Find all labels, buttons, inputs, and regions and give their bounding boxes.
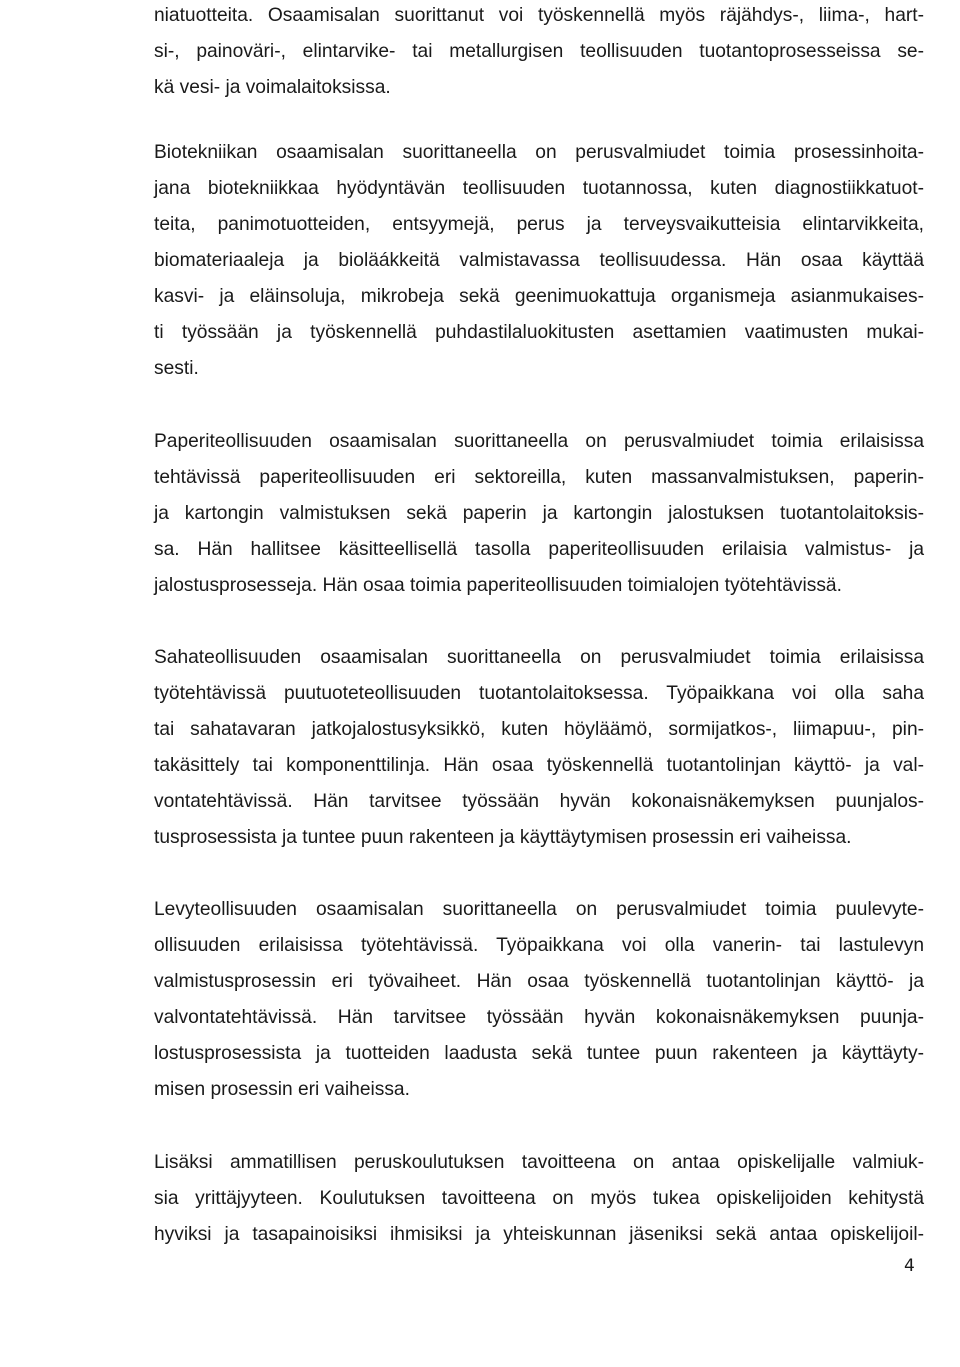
text-line: sia yrittäjyyteen. Koulutuksen tavoitteena on myös tukea opiskelijoiden kehitystä xyxy=(154,1188,924,1209)
text-line: lostusprosessista ja tuotteiden laadusta sekä tuntee puun rakenteen ja käyttäyty- xyxy=(154,1043,924,1064)
paragraph-continuation xyxy=(154,0,924,106)
text-line: tai sahatavaran jatkojalostusyksikkö, kuten höyläämö, sormijatkos-, liimapuu-, pin- xyxy=(154,719,924,740)
text-line: työtehtävissä puutuoteteollisuuden tuotantolaitoksessa. Työpaikkana voi olla saha xyxy=(154,683,924,704)
text-line: valvontatehtävissä. Hän tarvitsee työssään hyvän kokonaisnäkemyksen puunja- xyxy=(154,1007,924,1028)
text-line: teita, panimotuotteiden, entsyymejä, perus ja terveysvaikutteisia elintarvikkeita, xyxy=(154,214,924,235)
paragraph-paperiteollisuus xyxy=(154,424,924,604)
text-line: kasvi- ja eläinsoluja, mikrobeja sekä geenimuokattuja organismeja asianmukaises- xyxy=(154,286,924,307)
text-line: misen prosessin eri vaiheissa. xyxy=(154,1079,410,1100)
text-line: biomateriaaleja ja bioläákkeitä valmistavassa teollisuudessa. Hän osaa käyttää xyxy=(154,250,924,271)
text-line: vontatehtävissä. Hän tarvitsee työssään hyvän kokonaisnäkemyksen puunjalos- xyxy=(154,791,924,812)
text-line: Paperiteollisuuden osaamisalan suorittaneella on perusvalmiudet toimia erilaisissa xyxy=(154,431,924,452)
text-line: hyviksi ja tasapainoisiksi ihmisiksi ja yhteiskunnan jäseniksi sekä antaa opiskelijoil- xyxy=(154,1224,924,1245)
text-line: jana biotekniikkaa hyödyntävän teollisuuden tuotannossa, kuten diagnostiikkatuot- xyxy=(154,178,924,199)
text-line: tusprosessista ja tuntee puun rakenteen ja käyttäytymisen prosessin eri vaiheissa. xyxy=(154,827,852,848)
paragraph-lisaksi xyxy=(154,1145,924,1253)
paragraph-sahateollisuus xyxy=(154,640,924,856)
text-line: sa. Hän hallitsee käsitteellisellä tasolla paperiteollisuuden erilaisia valmistus- ja xyxy=(154,539,924,560)
text-line: Sahateollisuuden osaamisalan suorittaneella on perusvalmiudet toimia erilaisissa xyxy=(154,647,924,668)
text-line: si-, painoväri-, elintarvike- tai metallurgisen teollisuuden tuotantoprosesseissa se- xyxy=(154,41,924,62)
page-number: 4 xyxy=(904,1256,915,1276)
text-line: ollisuuden erilaisissa työtehtävissä. Työpaikkana voi olla vanerin- tai lastulevyn xyxy=(154,935,924,956)
text-line: ti työssään ja työskennellä puhdastilaluokitusten asettamien vaatimusten mukai- xyxy=(154,322,924,343)
text-line: niatuotteita. Osaamisalan suorittanut voi työskennellä myös räjähdys-, liima-, hart- xyxy=(154,5,924,26)
text-line: Lisäksi ammatillisen peruskoulutuksen tavoitteena on antaa opiskelijalle valmiuk- xyxy=(154,1152,924,1173)
text-line: Biotekniikan osaamisalan suorittaneella on perusvalmiudet toimia prosessinhoita- xyxy=(154,142,924,163)
text-line: Levyteollisuuden osaamisalan suorittaneella on perusvalmiudet toimia puulevyte- xyxy=(154,899,924,920)
text-line: kä vesi- ja voimalaitoksissa. xyxy=(154,77,391,98)
text-line: tehtävissä paperiteollisuuden eri sektoreilla, kuten massanvalmistuksen, paperin- xyxy=(154,467,924,488)
text-line: jalostusprosesseja. Hän osaa toimia paperiteollisuuden toimialojen työtehtävissä. xyxy=(154,575,842,596)
paragraph-levyteollisuus xyxy=(154,892,924,1108)
text-line: sesti. xyxy=(154,358,199,379)
text-line: ja kartongin valmistuksen sekä paperin ja kartongin jalostuksen tuotantolaitoksis- xyxy=(154,503,924,524)
text-line: takäsittely tai komponenttilinja. Hän osaa työskennellä tuotantolinjan käyttö- ja val- xyxy=(154,755,924,776)
text-line: valmistusprosessin eri työvaiheet. Hän osaa työskennellä tuotantolinjan käyttö- ja xyxy=(154,971,924,992)
paragraph-biotekniikka xyxy=(154,135,924,387)
